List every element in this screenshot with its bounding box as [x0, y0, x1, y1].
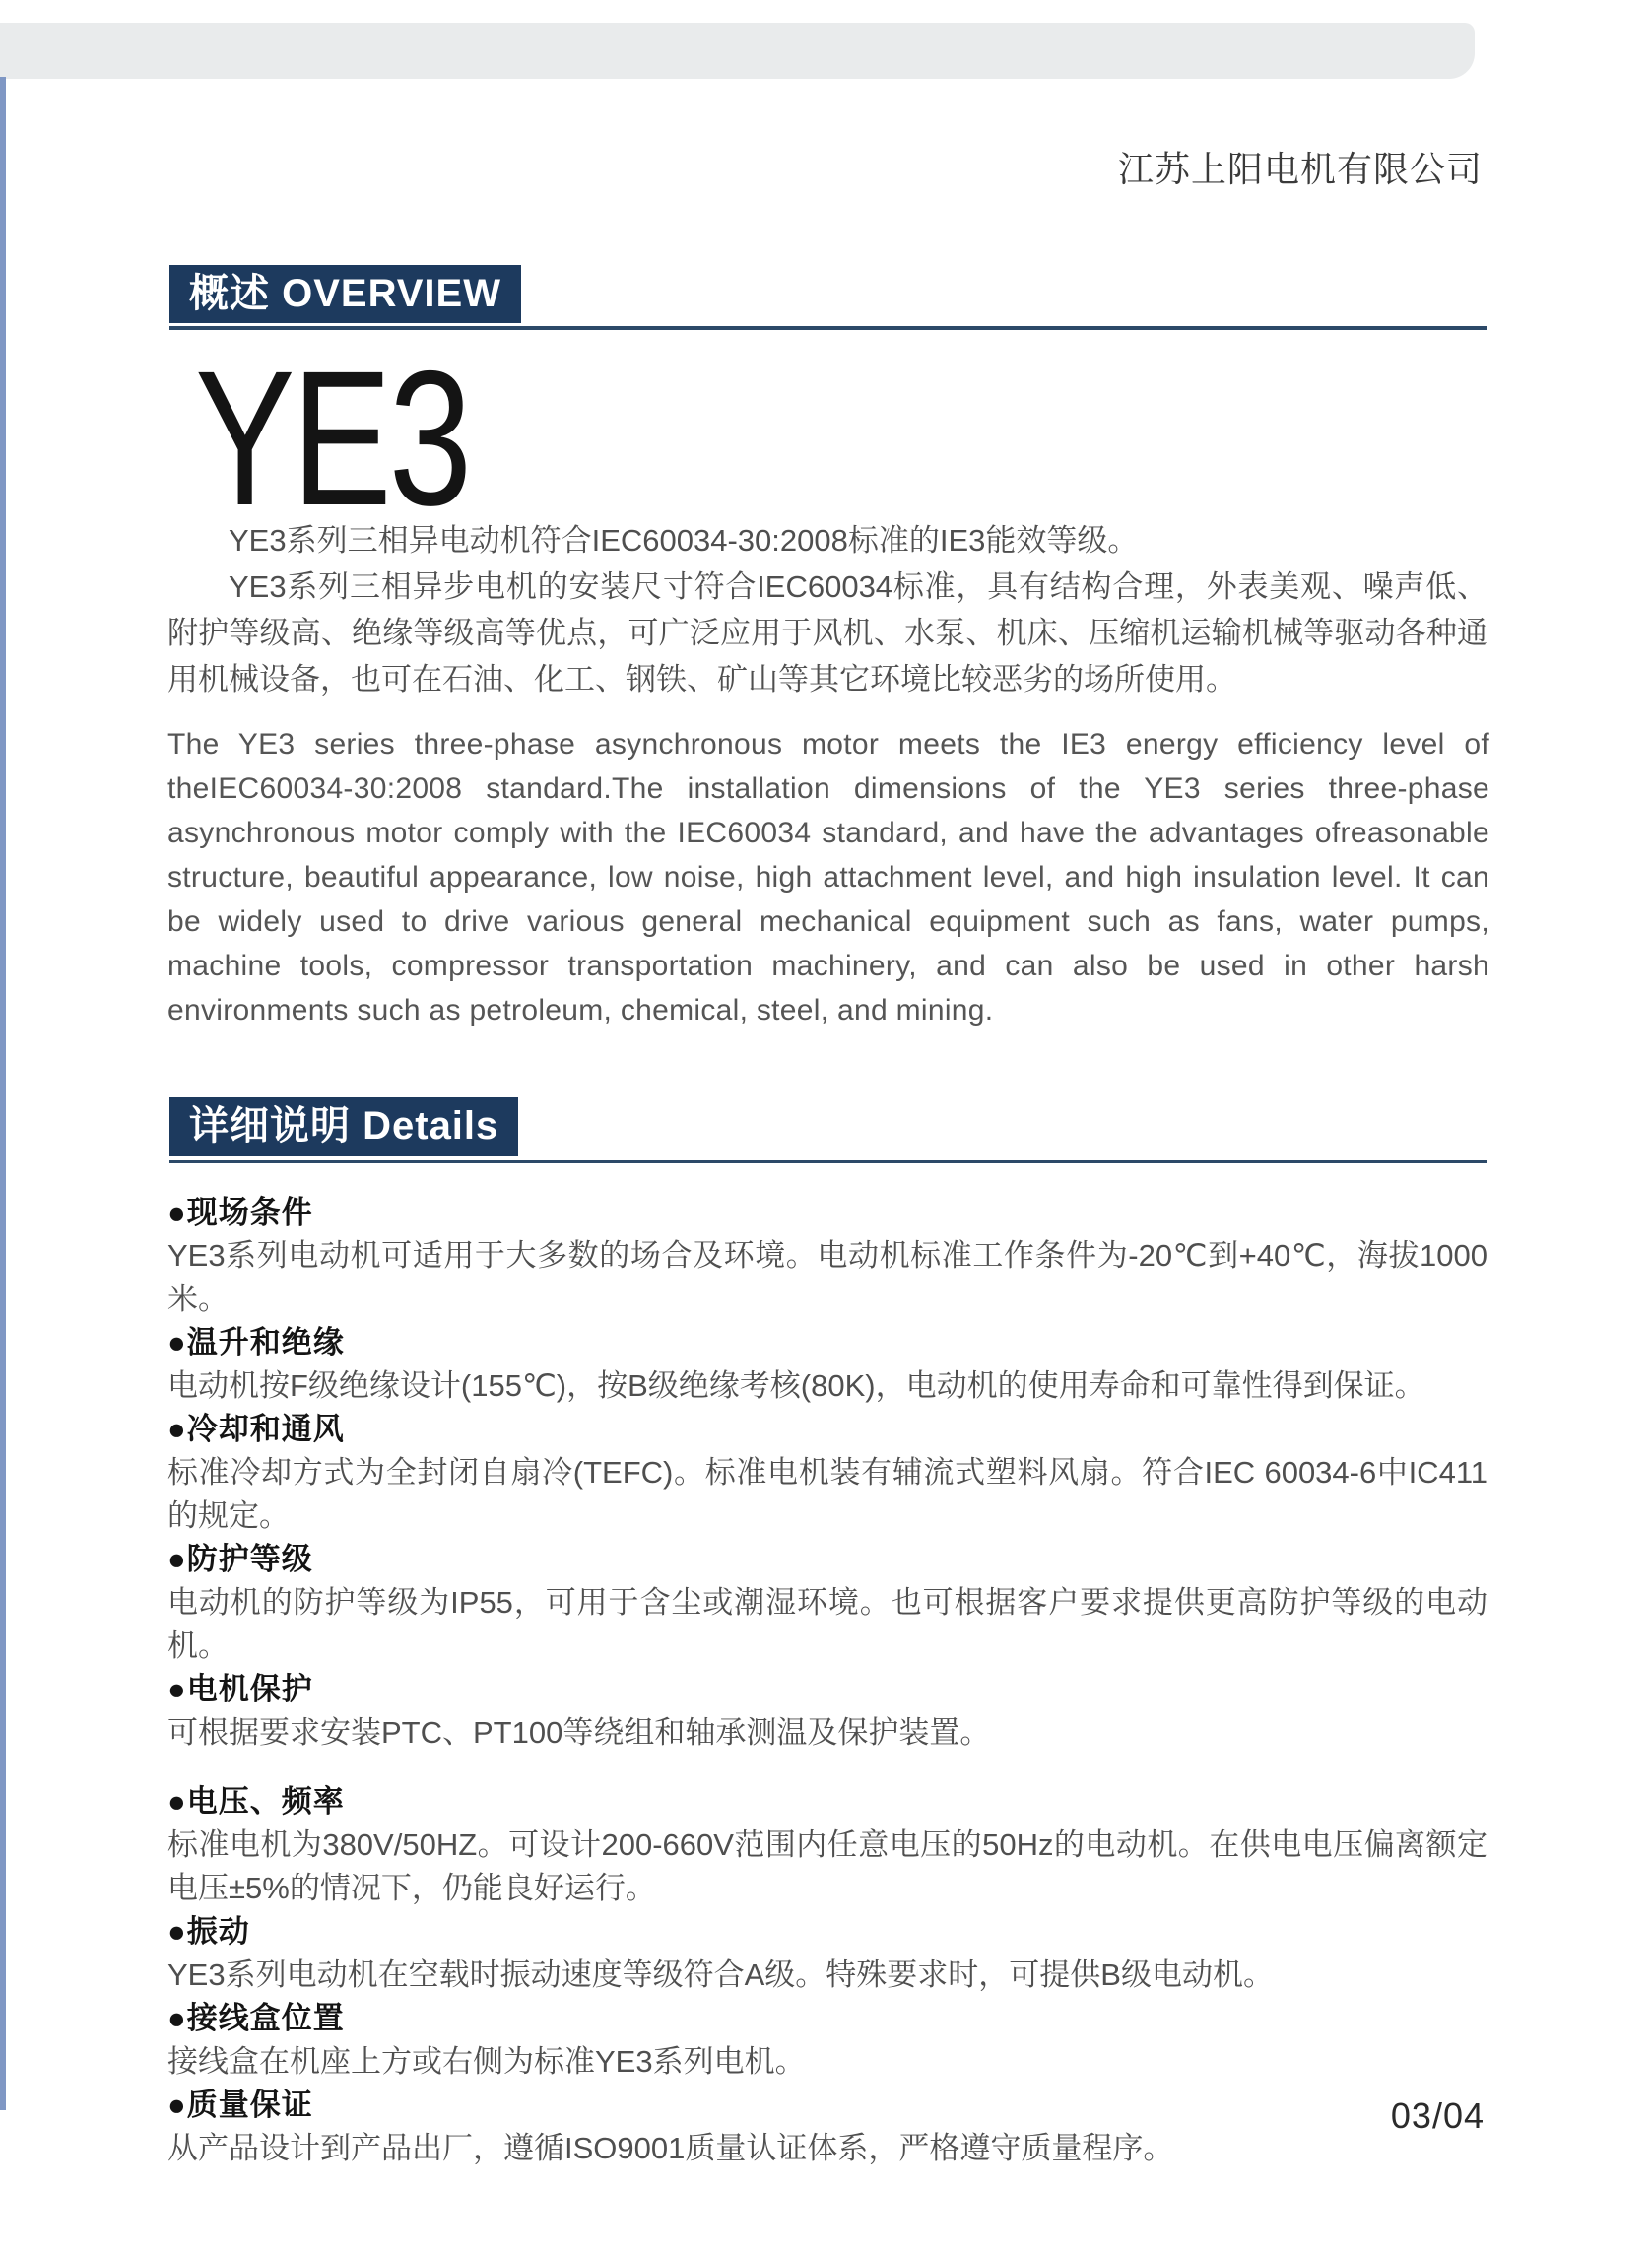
detail-body: 从产品设计到产品出厂，遵循ISO9001质量认证体系，严格遵守质量程序。 [167, 2131, 1174, 2165]
detail-heading: ●电压、频率 [167, 1784, 345, 1819]
detail-body: 接线盒在机座上方或右侧为标准YE3系列电机。 [167, 2044, 806, 2079]
detail-heading: ●接线盒位置 [167, 2001, 345, 2035]
detail-item [167, 1191, 1487, 1321]
left-accent-bar [0, 77, 6, 2110]
detail-heading: ●冷却和通风 [167, 1412, 345, 1446]
detail-item [167, 1997, 1487, 2084]
detail-heading: ●质量保证 [167, 2088, 313, 2122]
detail-body: YE3系列电动机可适用于大多数的场合及环境。电动机标准工作条件为-20℃到+40℃，海拔1000米。 [167, 1238, 1487, 1316]
detail-body: 可根据要求安装PTC、PT100等绕组和轴承测温及保护装置。 [167, 1715, 991, 1750]
details-list [167, 1191, 1487, 2170]
detail-body: 标准电机为380V/50HZ。可设计200-660V范围内任意电压的50Hz的电动机。在供电电压偏离额定电压±5%的情况下，仍能良好运行。 [167, 1827, 1487, 1905]
detail-body: YE3系列电动机在空载时振动速度等级符合A级。特殊要求时，可提供B级电动机。 [167, 1957, 1274, 1992]
detail-heading: ●温升和绝缘 [167, 1325, 345, 1360]
top-decorative-band [0, 23, 1475, 79]
section-rule-overview [169, 326, 1487, 330]
detail-item [167, 1408, 1487, 1538]
overview-paragraphs-zh [167, 517, 1487, 702]
detail-item [167, 1668, 1487, 1755]
detail-item [167, 2084, 1487, 2170]
detail-item [167, 1780, 1487, 1910]
section-title-details: 详细说明 Details [169, 1097, 518, 1156]
product-series-title: YE3 [195, 331, 470, 546]
overview-paragraph-zh-2: YE3系列三相异步电机的安装尺寸符合IEC60034标准，具有结构合理，外表美观、噪声低、附护等级高、绝缘等级高等优点，可广泛应用于风机、水泵、机床、压缩机运输机械等驱动各种通用机械设备，也可在石油、化工、钢铁、矿山等其它环境比较恶劣的场所使用。 [167, 569, 1487, 696]
detail-item [167, 1910, 1487, 1997]
detail-heading: ●振动 [167, 1914, 250, 1949]
detail-item [167, 1538, 1487, 1668]
detail-heading: ●防护等级 [167, 1542, 313, 1576]
section-title-overview: 概述 OVERVIEW [169, 265, 521, 323]
section-rule-details [169, 1160, 1487, 1163]
detail-body: 电动机的防护等级为IP55，可用于含尘或潮湿环境。也可根据客户要求提供更高防护等级的电动机。 [167, 1585, 1487, 1663]
detail-body: 标准冷却方式为全封闭自扇冷(TEFC)。标准电机装有辅流式塑料风扇。符合IEC 60034-6中IC411的规定。 [167, 1455, 1487, 1533]
overview-paragraph-en: The YE3 series three-phase asynchronous motor meets the IE3 energy efficiency level of theIEC60034-30:2008 standard.The installation dimensions of the YE3 series three-phase asynchronous motor comply with the IEC60034 standard, and have the advantages ofreasonable structure, beautiful appearance, low noise, high attachment level, and high insulation level. It can be widely used to drive various general mechanical equipment such as fans, water pumps, machine tools, compressor transportation machinery, and can also be used in other harsh environments such as petroleum, chemical, steel, and mining. [167, 728, 1489, 1027]
detail-body: 电动机按F级绝缘设计(155℃)，按B级绝缘考核(80K)，电动机的使用寿命和可靠性得到保证。 [167, 1368, 1425, 1403]
company-name: 江苏上阳电机有限公司 [1117, 149, 1483, 189]
detail-item [167, 1321, 1487, 1408]
overview-paragraph-en-wrap [167, 722, 1489, 1032]
overview-paragraph-zh-1: YE3系列三相异电动机符合IEC60034-30:2008标准的IE3能效等级。 [229, 523, 1139, 558]
detail-heading: ●现场条件 [167, 1195, 313, 1229]
detail-heading: ●电机保护 [167, 1672, 313, 1706]
page-number: 03/04 [1390, 2095, 1485, 2136]
